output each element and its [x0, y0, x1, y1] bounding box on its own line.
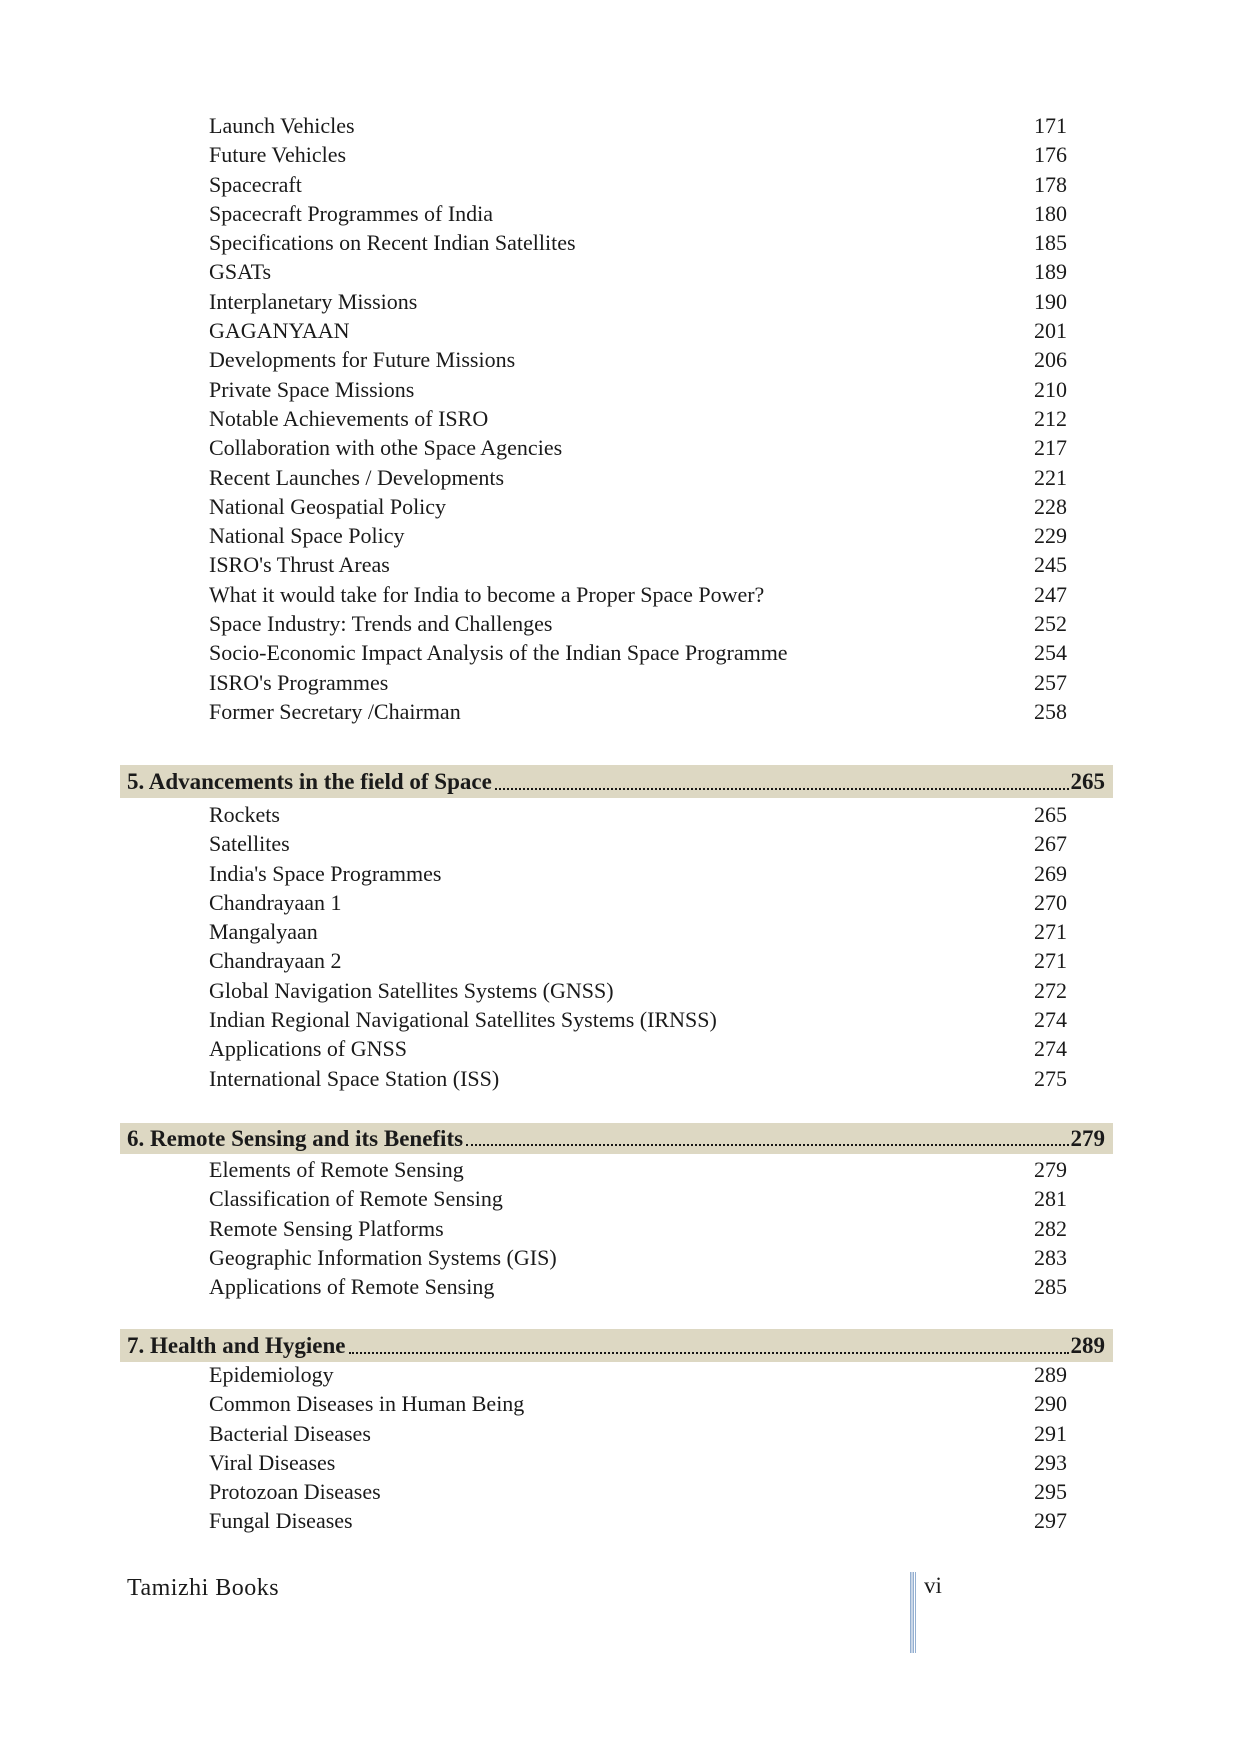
toc-continuation-list — [209, 111, 1067, 726]
toc-entry-label: Applications of Remote Sensing — [209, 1274, 495, 1300]
toc-entry-page-number: 293 — [1034, 1449, 1067, 1475]
toc-entry — [209, 1214, 1067, 1243]
toc-entry-page-number: 185 — [1034, 230, 1067, 256]
toc-entry — [209, 1064, 1067, 1093]
toc-entry-page-number: 228 — [1034, 493, 1067, 519]
toc-entry-label: Protozoan Diseases — [209, 1479, 381, 1505]
toc-entry-page-number: 297 — [1034, 1508, 1067, 1534]
toc-entry-label: Future Vehicles — [209, 142, 347, 168]
section-page-number: 279 — [1070, 1125, 1105, 1151]
toc-entry-page-number: 180 — [1034, 200, 1067, 226]
toc-entry-page-number: 206 — [1034, 347, 1067, 373]
toc-entry — [209, 1272, 1067, 1301]
toc-entry — [209, 946, 1067, 975]
toc-entry — [209, 1243, 1067, 1272]
toc-entry — [209, 316, 1067, 345]
toc-entry — [209, 433, 1067, 462]
section-7-entry-list — [209, 1360, 1067, 1536]
toc-entry — [209, 917, 1067, 946]
toc-entry-label: Fungal Diseases — [209, 1508, 353, 1534]
toc-entry — [209, 345, 1067, 374]
toc-entry-page-number: 254 — [1034, 640, 1067, 666]
toc-entry-page-number: 252 — [1034, 611, 1067, 637]
toc-entry-label: National Space Policy — [209, 523, 405, 549]
section-5-header — [120, 765, 1113, 798]
toc-entry — [209, 463, 1067, 492]
toc-entry-label: Applications of GNSS — [209, 1036, 407, 1062]
toc-entry — [209, 1155, 1067, 1184]
toc-entry — [209, 609, 1067, 638]
toc-entry-page-number: 201 — [1034, 318, 1067, 344]
toc-entry-page-number: 267 — [1034, 831, 1067, 857]
toc-entry-page-number: 272 — [1034, 977, 1067, 1003]
toc-entry — [209, 375, 1067, 404]
toc-entry — [209, 1506, 1067, 1535]
toc-entry — [209, 1360, 1067, 1389]
toc-entry — [209, 888, 1067, 917]
toc-entry — [209, 800, 1067, 829]
toc-entry-page-number: 271 — [1034, 948, 1067, 974]
toc-entry-page-number: 212 — [1034, 405, 1067, 431]
toc-entry-label: Bacterial Diseases — [209, 1420, 371, 1446]
toc-entry — [209, 521, 1067, 550]
toc-entry-label: Rockets — [209, 802, 280, 827]
toc-entry-page-number: 274 — [1034, 1007, 1067, 1033]
toc-entry — [209, 638, 1067, 667]
toc-entry — [209, 199, 1067, 228]
toc-entry-label: ISRO's Thrust Areas — [209, 552, 390, 578]
toc-entry-page-number: 189 — [1034, 259, 1067, 285]
toc-entry-page-number: 269 — [1034, 860, 1067, 886]
toc-entry — [209, 1477, 1067, 1506]
dot-leader — [495, 788, 1069, 790]
toc-entry-page-number: 171 — [1034, 113, 1067, 138]
toc-entry-page-number: 178 — [1034, 171, 1067, 197]
toc-entry-page-number: 279 — [1034, 1157, 1067, 1182]
section-page-number: 289 — [1070, 1332, 1105, 1358]
toc-entry-page-number: 283 — [1034, 1244, 1067, 1270]
toc-entry-label: Interplanetary Missions — [209, 288, 418, 314]
toc-entry-label: Chandrayaan 2 — [209, 948, 342, 974]
toc-entry-label: Socio-Economic Impact Analysis of the Indian Space Programme — [209, 640, 788, 666]
toc-entry-label: International Space Station (ISS) — [209, 1065, 500, 1091]
dot-leader — [349, 1352, 1069, 1354]
toc-entry — [209, 859, 1067, 888]
toc-entry-label: Mangalyaan — [209, 919, 318, 945]
toc-entry-label: Notable Achievements of ISRO — [209, 405, 489, 431]
toc-entry-label: Epidemiology — [209, 1362, 334, 1387]
section-7-header — [120, 1329, 1113, 1362]
toc-entry-page-number: 265 — [1034, 802, 1067, 827]
section-page-number: 265 — [1070, 768, 1105, 794]
toc-entry-label: Chandrayaan 1 — [209, 889, 342, 915]
toc-entry-page-number: 210 — [1034, 376, 1067, 402]
toc-entry — [209, 257, 1067, 286]
toc-entry — [209, 111, 1067, 140]
toc-entry-label: Private Space Missions — [209, 376, 415, 402]
toc-entry-label: Space Industry: Trends and Challenges — [209, 611, 553, 637]
toc-entry-page-number: 290 — [1034, 1391, 1067, 1417]
toc-entry-page-number: 289 — [1034, 1362, 1067, 1387]
toc-entry — [209, 1184, 1067, 1213]
toc-entry — [209, 228, 1067, 257]
toc-entry-label: National Geospatial Policy — [209, 493, 447, 519]
toc-entry — [209, 170, 1067, 199]
toc-entry-page-number: 271 — [1034, 919, 1067, 945]
section-6-header — [120, 1123, 1113, 1154]
toc-entry — [209, 1005, 1067, 1034]
toc-entry-label: Former Secretary /Chairman — [209, 698, 461, 724]
toc-entry-page-number: 190 — [1034, 288, 1067, 314]
toc-entry-label: What it would take for India to become a Proper Space Power? — [209, 581, 765, 607]
footer-publisher: Tamizhi Books — [127, 1575, 280, 1601]
toc-entry — [209, 140, 1067, 169]
toc-entry-label: GAGANYAAN — [209, 318, 350, 344]
toc-entry-page-number: 285 — [1034, 1274, 1067, 1300]
section-title: 7. Health and Hygiene — [127, 1332, 346, 1358]
toc-entry-page-number: 245 — [1034, 552, 1067, 578]
toc-entry-label: Viral Diseases — [209, 1449, 336, 1475]
toc-entry-page-number: 217 — [1034, 435, 1067, 461]
toc-entry-page-number: 274 — [1034, 1036, 1067, 1062]
toc-entry — [209, 287, 1067, 316]
toc-entry — [209, 1448, 1067, 1477]
toc-entry-page-number: 282 — [1034, 1215, 1067, 1241]
toc-entry — [209, 1034, 1067, 1063]
toc-entry — [209, 492, 1067, 521]
toc-entry-label: Launch Vehicles — [209, 113, 355, 138]
toc-entry-page-number: 281 — [1034, 1186, 1067, 1212]
toc-entry-label: Global Navigation Satellites Systems (GNSS) — [209, 977, 614, 1003]
toc-entry-page-number: 257 — [1034, 669, 1067, 695]
toc-entry-label: Indian Regional Navigational Satellites Systems (IRNSS) — [209, 1007, 717, 1033]
toc-entry-page-number: 247 — [1034, 581, 1067, 607]
toc-entry-page-number: 258 — [1034, 698, 1067, 724]
footer-divider-line — [910, 1572, 916, 1653]
toc-entry-page-number: 275 — [1034, 1065, 1067, 1091]
toc-entry-page-number: 295 — [1034, 1479, 1067, 1505]
toc-entry-label: Remote Sensing Platforms — [209, 1215, 444, 1241]
toc-entry-label: Developments for Future Missions — [209, 347, 516, 373]
dot-leader — [466, 1144, 1068, 1146]
toc-entry-label: ISRO's Programmes — [209, 669, 389, 695]
toc-entry-label: India's Space Programmes — [209, 860, 442, 886]
toc-entry-page-number: 229 — [1034, 523, 1067, 549]
toc-entry-label: Common Diseases in Human Being — [209, 1391, 525, 1417]
footer-page-number: vi — [924, 1573, 942, 1598]
toc-entry — [209, 404, 1067, 433]
toc-entry — [209, 829, 1067, 858]
toc-entry — [209, 976, 1067, 1005]
section-title: 6. Remote Sensing and its Benefits — [127, 1125, 464, 1151]
toc-entry-label: Classification of Remote Sensing — [209, 1186, 503, 1212]
toc-entry-label: Spacecraft Programmes of India — [209, 200, 494, 226]
toc-entry — [209, 580, 1067, 609]
toc-entry-label: Specifications on Recent Indian Satellites — [209, 230, 576, 256]
section-6-entry-list — [209, 1155, 1067, 1301]
section-5-entry-list — [209, 800, 1067, 1093]
toc-entry — [209, 550, 1067, 579]
toc-entry-label: Spacecraft — [209, 171, 302, 197]
section-title: 5. Advancements in the field of Space — [127, 768, 492, 794]
toc-entry — [209, 668, 1067, 697]
toc-entry — [209, 1389, 1067, 1418]
toc-entry-label: Recent Launches / Developments — [209, 464, 505, 490]
toc-entry-label: Elements of Remote Sensing — [209, 1157, 464, 1182]
toc-entry-page-number: 221 — [1034, 464, 1067, 490]
toc-entry-label: GSATs — [209, 259, 272, 285]
toc-entry-label: Collaboration with othe Space Agencies — [209, 435, 563, 461]
toc-entry-page-number: 270 — [1034, 889, 1067, 915]
toc-entry-page-number: 291 — [1034, 1420, 1067, 1446]
toc-entry — [209, 1419, 1067, 1448]
toc-entry-label: Satellites — [209, 831, 290, 857]
toc-entry-label: Geographic Information Systems (GIS) — [209, 1244, 557, 1270]
toc-entry — [209, 697, 1067, 726]
toc-entry-page-number: 176 — [1034, 142, 1067, 168]
